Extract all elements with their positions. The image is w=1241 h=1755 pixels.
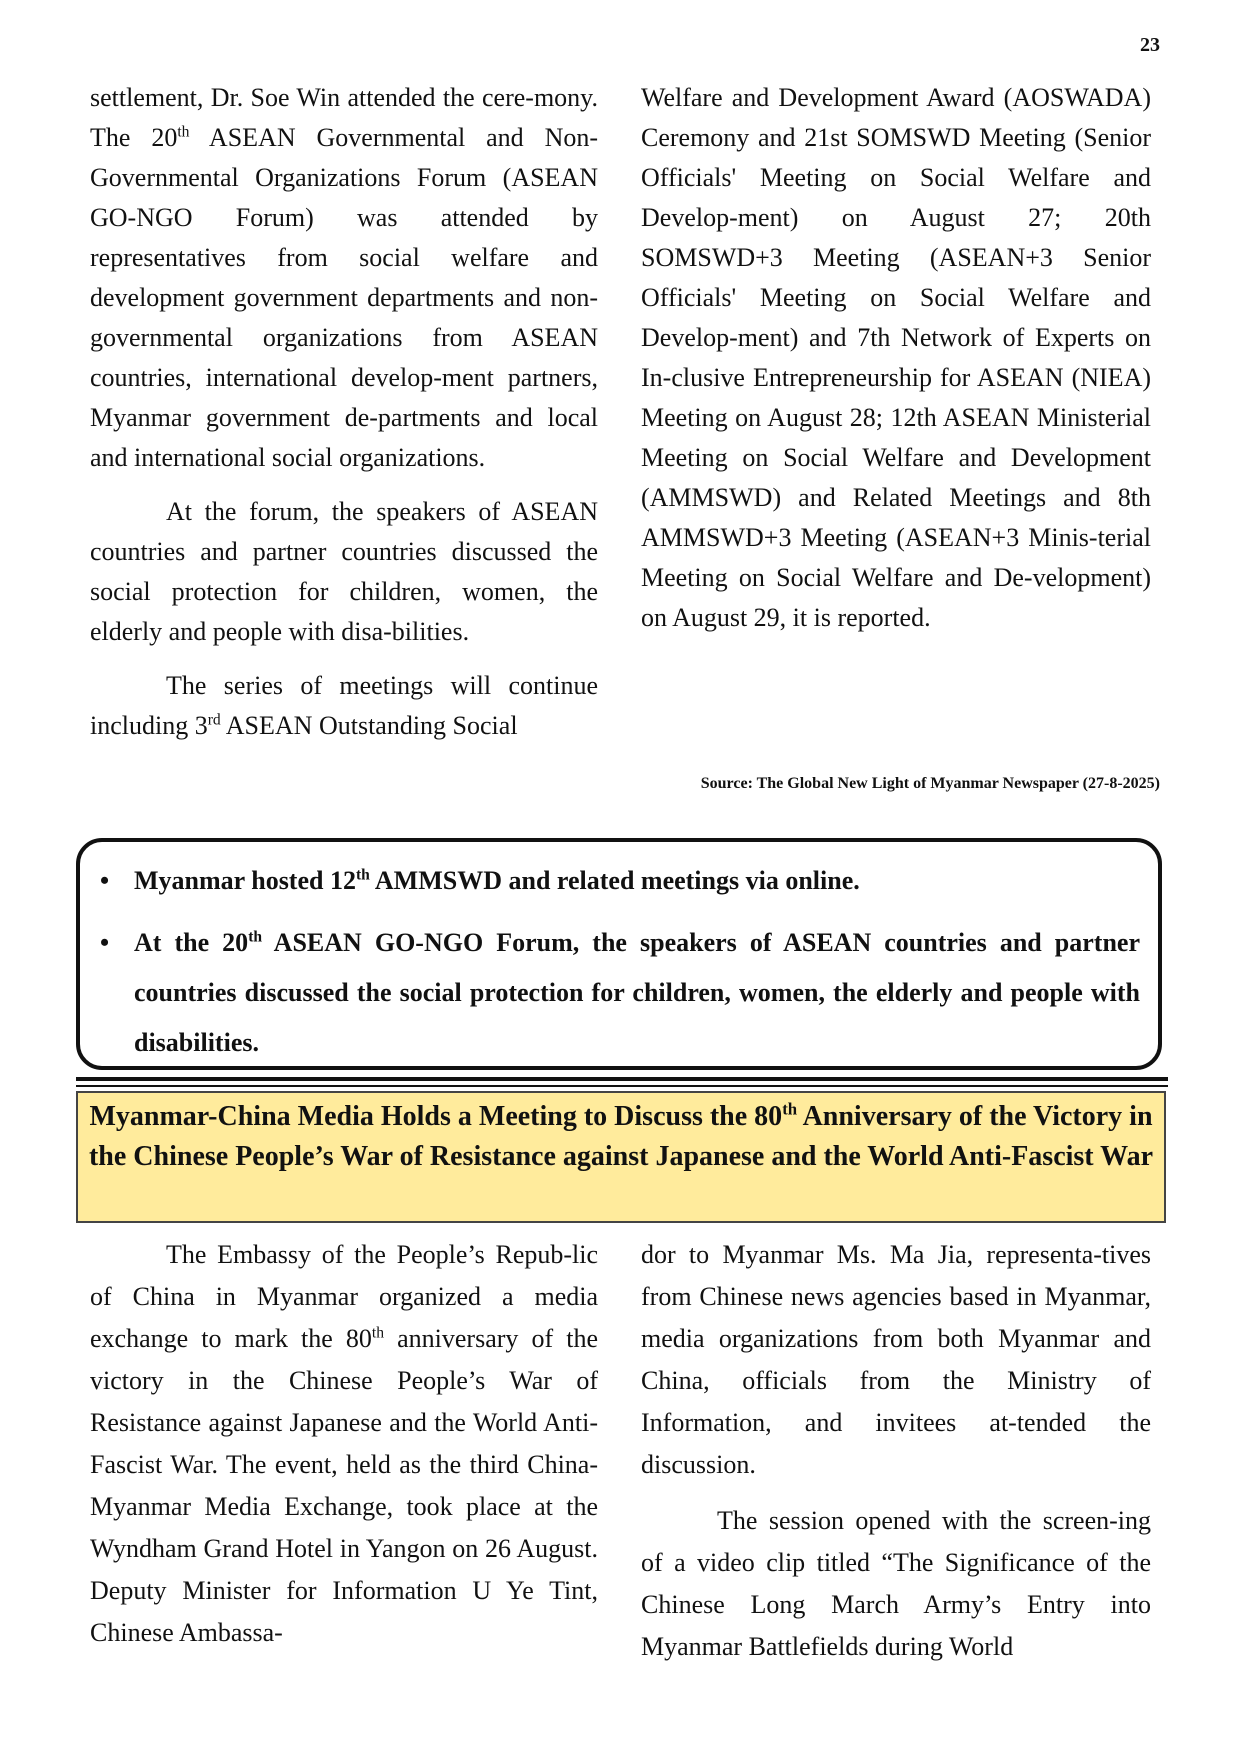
article1-left-column <box>90 78 598 746</box>
article1-right-column <box>641 78 1151 638</box>
article2-right-column <box>641 1234 1151 1668</box>
paragraph: The series of meetings will continue including 3rd ASEAN Outstanding Social <box>90 671 598 740</box>
bullet-icon: • <box>100 866 110 895</box>
paragraph: The Embassy of the People’s Repub-lic of China in Myanmar organized a media exchange to mark the 80th anniversary of the victory in the Chinese People’s War of Resistance against Japanese and the World Anti-Fascist War. The event, held as the third China-Myanmar Media Exchange, took place at the Wyndham Grand Hotel in Yangon on 26 August. Deputy Minister for Information U Ye Tint, Chinese Ambassa- <box>90 1240 598 1647</box>
bullet-icon: • <box>100 928 110 957</box>
highlights-box <box>76 838 1162 1070</box>
divider <box>76 1077 1168 1081</box>
highlight-item: • At the 20th ASEAN GO-NGO Forum, the speakers of ASEAN countries and partner countries discussed the social protection for children, women, the elderly and people with disabilities. <box>134 918 1140 1068</box>
source-citation: Source: The Global New Light of Myanmar Newspaper (27-8-2025) <box>700 775 1160 792</box>
paragraph: The session opened with the screen-ing of a video clip titled “The Significance of the Chinese Long March Army’s Entry into Myanmar Battlefields during World <box>641 1506 1151 1661</box>
paragraph: settlement, Dr. Soe Win attended the cere-mony. The 20th ASEAN Governmental and Non-Governmental Organizations Forum (ASEAN GO-NGO Forum) was attended by representatives from social welfare and development government departments and non-governmental organizations from ASEAN countries, international develop-ment partners, Myanmar government de-partments and local and international social organizations. <box>90 83 599 472</box>
paragraph: dor to Myanmar Ms. Ma Jia, representa-tives from Chinese news agencies based in Myanmar, media organizations from both Myanmar and China, officials from the Ministry of Information, and invitees at-tended the discussion. <box>641 1240 1151 1479</box>
paragraph: At the forum, the speakers of ASEAN countries and partner countries discussed the social protection for children, women, the elderly and people with disa-bilities. <box>90 497 598 646</box>
paragraph: Welfare and Development Award (AOSWADA) Ceremony and 21st SOMSWD Meeting (Senior Officials' Meeting on Social Welfare and Develop-ment) on August 27; 20th SOMSWD+3 Meeting (ASEAN+3 Senior Officials' Meeting on Social Welfare and Develop-ment) and 7th Network of Experts on In-clusive Entrepreneurship for ASEAN (NIEA) Meeting on August 28; 12th ASEAN Ministerial Meeting on Social Welfare and Development (AMMSWD) and Related Meetings and 8th AMMSWD+3 Meeting (ASEAN+3 Minis-terial Meeting on Social Welfare and De-velopment) on August 29, it is reported. <box>641 83 1151 632</box>
article-headline: Myanmar-China Media Holds a Meeting to Discuss the 80th Anniversary of the Victory in the Chinese People’s War of Resistance against Japanese and the World Anti-Fascist War <box>76 1091 1166 1223</box>
highlight-item: • Myanmar hosted 12th AMMSWD and related meetings via online. <box>134 856 1140 906</box>
page-number: 23 <box>1140 34 1160 56</box>
divider <box>76 1085 1168 1087</box>
article2-left-column <box>90 1234 598 1654</box>
